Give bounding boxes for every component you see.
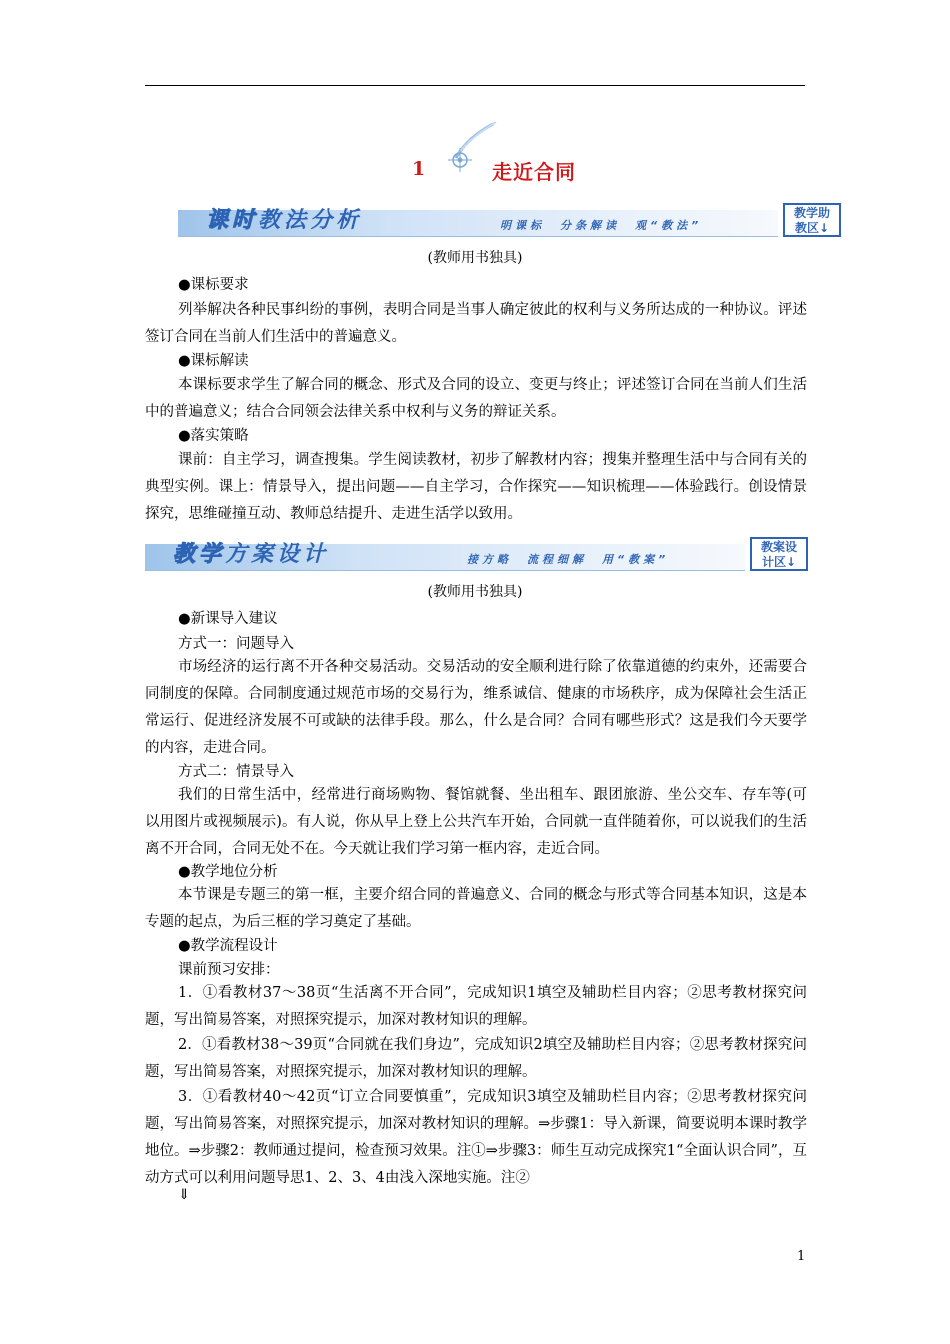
teaching-aid-zone-button[interactable]: 教学助 教区↓ bbox=[783, 203, 841, 237]
section-heading: ●课标解读 bbox=[178, 353, 249, 369]
step-paragraph: 3．①看教材40～42页“订立合同要慎重”，完成知识3填空及辅助栏目内容；②思考教材探究问题，写出简易答案，对照探究提示，加深对教材知识的理解。⇒步骤1：导入新课，简要说明本课时教学地位。⇒步骤2：教师通过提问，检查预习效果。注①⇒步骤3：师生互动完成探究1“全面认识合同”，互动方式可以利用问题导思1、2、3、4由浅入深地实施。注② bbox=[145, 1089, 807, 1186]
down-arrow-icon: ⇓ bbox=[178, 1187, 191, 1203]
page-number: 1 bbox=[797, 1249, 806, 1264]
paragraph: 本节课是专题三的第一框，主要介绍合同的普遍意义、合同的概念与形式等合同基本知识，这是本专题的起点，为后三框的学习奠定了基础。 bbox=[145, 887, 807, 930]
lesson-number: 1 bbox=[412, 158, 426, 180]
banner-subtitle: 明课标 分条解读 观“教法” bbox=[500, 219, 703, 232]
paragraph: 列举解决各种民事纠纷的事例，表明合同是当事人确定彼此的权利与义务所达成的一种协议。评述签订合同在当前人们生活中的普遍意义。 bbox=[145, 302, 807, 345]
banner-subtitle: 接方略 流程细解 用“教案” bbox=[467, 553, 670, 566]
section-heading: ●落实策略 bbox=[178, 428, 249, 444]
banner-teaching-analysis bbox=[178, 203, 843, 239]
paragraph: 本课标要求学生了解合同的概念、形式及合同的设立、变更与终止；评述签订合同在当前人们生活中的普遍意义；结合合同领会法律关系中权利与义务的辩证关系。 bbox=[145, 377, 807, 420]
section-heading: ●新课导入建议 bbox=[178, 611, 278, 627]
comet-icon bbox=[438, 122, 498, 172]
lesson-design-zone-button[interactable]: 教案设 计区↓ bbox=[750, 537, 808, 571]
paragraph: 课前：自主学习，调查搜集。学生阅读教材，初步了解教材内容；搜集并整理生活中与合同有关的典型实例。课上：情景导入，提出问题——自主学习，合作探究——知识梳理——体验践行。创设情景探究，思维碰撞互动、教师总结提升、走进生活学以致用。 bbox=[145, 452, 807, 522]
step-paragraph: 1．①看教材37～38页“生活离不开合同”，完成知识1填空及辅助栏目内容；②思考教材探究问题，写出简易答案，对照探究提示，加深对教材知识的理解。 bbox=[145, 985, 807, 1028]
banner-lesson-design bbox=[145, 537, 815, 573]
method-label: 课前预习安排： bbox=[178, 962, 280, 978]
section-heading: ●教学地位分析 bbox=[178, 864, 278, 880]
paragraph: 市场经济的运行离不开各种交易活动。交易活动的安全顺利进行除了依靠道德的约束外，还需要合同制度的保障。合同制度通过规范市场的交易行为，维系诚信、健康的市场秩序，成为保障社会生活正常运行、促进经济发展不可或缺的法律手段。那么，什么是合同？合同有哪些形式？这是我们今天要学的内容，走进合同。 bbox=[145, 659, 807, 756]
banner-title: 教学方案设计 bbox=[173, 542, 330, 567]
section-heading: ●课标要求 bbox=[178, 277, 249, 293]
paragraph: 我们的日常生活中，经常进行商场购物、餐馆就餐、坐出租车、跟团旅游、坐公交车、存车等(可以用图片或视频展示)。有人说，你从早上登上公共汽车开始，合同就一直伴随着你，可以说我们的生活离不开合同，合同无处不在。今天就让我们学习第一框内容，走近合同。 bbox=[145, 787, 807, 857]
header-rule bbox=[145, 85, 805, 86]
section-heading: ●教学流程设计 bbox=[178, 938, 278, 954]
teacher-note: (教师用书独具) bbox=[427, 584, 523, 600]
step-paragraph: 2．①看教材38～39页“合同就在我们身边”，完成知识2填空及辅助栏目内容；②思考教材探究问题，写出简易答案，对照探究提示，加深对教材知识的理解。 bbox=[145, 1037, 807, 1080]
lesson-title-text: 走近合同 bbox=[492, 160, 576, 184]
method-label: 方式二：情景导入 bbox=[178, 764, 294, 780]
banner-title: 课时教法分析 bbox=[206, 208, 363, 233]
method-label: 方式一：问题导入 bbox=[178, 636, 294, 652]
lesson-title bbox=[0, 150, 950, 190]
teacher-note: (教师用书独具) bbox=[427, 250, 523, 266]
